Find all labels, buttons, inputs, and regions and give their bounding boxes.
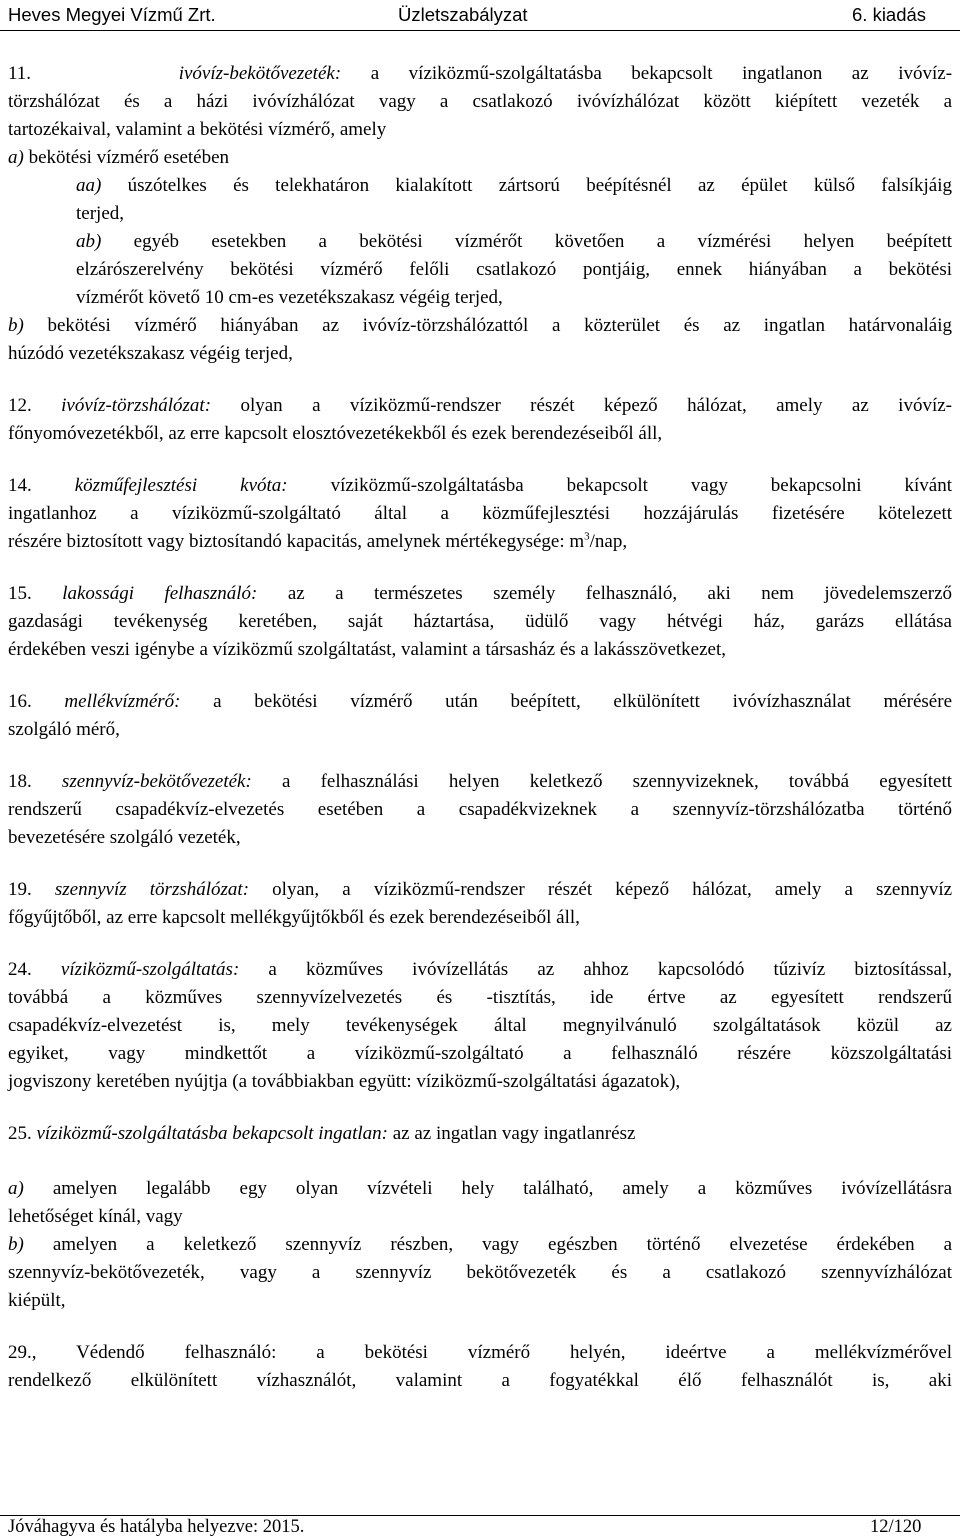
header-document-title: Üzletszabályzat <box>398 4 528 25</box>
definition-29 <box>8 1339 952 1395</box>
text-line: húzódó vezetékszakasz végéig terjed, <box>8 343 293 364</box>
text-line: tartozékaival, valamint a bekötési vízmérő, amely <box>8 119 387 140</box>
text-line: jogviszony keretében nyújtja (a továbbiakban együtt: víziközmű-szolgáltatási ágazatok), <box>8 1071 681 1092</box>
text-line: továbbá a közműves szennyvízelvezetés és -tisztítás, ide értve az egyesített rendszerű <box>8 987 952 1008</box>
text-line: részére biztosított vagy biztosítandó kapacitás, amelynek mértékegysége: $m^3$/nap, <box>8 530 628 552</box>
document-body <box>8 60 952 1395</box>
term: ivóvíz-bekötővezeték: <box>178 63 342 84</box>
text-line: lehetőséget kínál, vagy <box>8 1206 183 1227</box>
term: lakossági felhasználó: <box>62 583 258 604</box>
page-footer <box>0 1515 960 1540</box>
text-line: szennyvíz-bekötővezeték, vagy a szennyvíz bekötővezeték és a csatlakozó szennyvízhálózat <box>8 1262 952 1283</box>
text-line: érdekében veszi igénybe a víziközmű szolgáltatást, valamint a társasház és a lakásszövetkezet, <box>8 639 727 660</box>
term: szennyvíz-bekötővezeték: <box>61 771 252 792</box>
term: víziközmű-szolgáltatás: <box>60 959 240 980</box>
definition-11 <box>8 60 952 368</box>
definition-19 <box>8 876 952 932</box>
text-line: egyiket, vagy mindkettőt a víziközmű-szolgáltató a felhasználó részére közszolgáltatási <box>8 1043 952 1064</box>
text-line: a) amelyen legalább egy olyan vízvételi hely található, amely a közműves ivóvízellátásra <box>8 1178 953 1199</box>
text-line: rendelkező elkülönített vízhasználót, valamint a fogyatékkal élő felhasználót is, aki <box>8 1370 952 1391</box>
text-line: 12. ivóvíz-törzshálózat: olyan a víziközmű-rendszer részét képező hálózat, amely az ivóvíz- <box>8 395 953 416</box>
text-line: kiépült, <box>8 1290 66 1311</box>
text-line: aa) úszótelkes és telekhatáron kialakított zártsorú beépítésnél az épület külső falsíkjáig <box>76 175 952 196</box>
list-marker: ab) <box>76 231 102 252</box>
header-company: Heves Megyei Vízmű Zrt. <box>8 4 216 25</box>
definition-24 <box>8 956 952 1096</box>
text-line: szolgáló mérő, <box>8 719 120 740</box>
text-line: a) bekötési vízmérő esetében <box>8 147 230 168</box>
text-line: 19. szennyvíz törzshálózat: olyan, a víziközmű-rendszer részét képező hálózat, amely a szennyvíz <box>8 879 953 900</box>
page-header <box>0 0 960 31</box>
footer-approval: Jóváhagyva és hatályba helyezve: 2015. <box>8 1517 305 1537</box>
text-line: 16. mellékvízmérő: a bekötési vízmérő után beépített, elkülönített ivóvízhasználat mérésére <box>8 691 952 712</box>
text-line: vízmérőt követő 10 cm-es vezetékszakasz végéig terjed, <box>76 287 503 308</box>
term: mellékvízmérő: <box>64 691 181 712</box>
term: víziközmű-szolgáltatásba bekapcsolt ingatlan: <box>36 1123 388 1144</box>
text-line: rendszerű csapadékvíz-elvezetés esetében a csapadékvizeknek a szennyvíz-törzshálózatba történő <box>8 799 952 820</box>
text-line: 24. víziközmű-szolgáltatás: a közműves ivóvízellátás az ahhoz kapcsolódó tűzivíz biztosítással, <box>8 959 952 980</box>
list-marker: a) <box>8 147 24 168</box>
text-line: ingatlanhoz a víziközmű-szolgáltató által a közműfejlesztési hozzájárulás fizetésére kötelezett <box>8 503 952 524</box>
text-line: ab) egyéb esetekben a bekötési vízmérőt követően a vízmérési helyen beépített <box>76 231 952 252</box>
text-line: 14. közműfejlesztési kvóta: víziközmű-szolgáltatásba bekapcsolt vagy bekapcsolni kívánt <box>8 475 953 496</box>
text-line: terjed, <box>76 203 125 224</box>
list-marker: b) <box>8 1234 24 1255</box>
text-line: főnyomóvezetékből, az erre kapcsolt elosztóvezetékekből és ezek berendezéseiből áll, <box>8 423 663 444</box>
text-line: főgyűjtőből, az erre kapcsolt mellékgyűjtőkből és ezek berendezéseiből áll, <box>8 907 580 928</box>
text-line: b) amelyen a keletkező szennyvíz részben, vagy egészben történő elvezetése érdekében a <box>8 1234 953 1255</box>
text-line: gazdasági tevékenység keretében, saját háztartása, üdülő vagy hétvégi ház, garázs ellátása <box>8 611 952 632</box>
header-edition: 6. kiadás <box>852 4 927 25</box>
definition-16 <box>8 688 952 744</box>
definition-18 <box>8 768 952 852</box>
term: ivóvíz-törzshálózat: <box>61 395 212 416</box>
text-line: 15. lakossági felhasználó: az a természetes személy felhasználó, aki nem jövedelemszerző <box>8 583 953 604</box>
term: közműfejlesztési kvóta: <box>74 475 288 496</box>
term: szennyvíz törzshálózat: <box>54 879 250 900</box>
text-line: elzárószerelvény bekötési vízmérő felőli csatlakozó pontjáig, ennek hiányában a bekötési <box>76 259 952 280</box>
text-line: bevezetésére szolgáló vezeték, <box>8 827 241 848</box>
text-line: 25. víziközmű-szolgáltatásba bekapcsolt ingatlan: az az ingatlan vagy ingatlanrész <box>8 1123 636 1144</box>
list-marker: b) <box>8 315 24 336</box>
list-marker: aa) <box>76 175 102 196</box>
definition-12 <box>8 392 952 448</box>
text-line: törzshálózat és a házi ivóvízhálózat vagy a csatlakozó ivóvízhálózat között kiépített vezeték a <box>8 91 952 112</box>
definition-15 <box>8 580 952 664</box>
list-marker: a) <box>8 1178 24 1199</box>
definition-25 <box>8 1120 952 1315</box>
page-number: 12/120 <box>870 1517 922 1537</box>
text-line: csapadékvíz-elvezetést is, mely tevékenységek által megnyilvánuló szolgáltatások közül az <box>8 1015 952 1036</box>
text-line: 11. ivóvíz-bekötővezeték: a víziközmű-szolgáltatásba bekapcsolt ingatlanon az ivóvíz- <box>8 63 953 84</box>
text-line: 18. szennyvíz-bekötővezeték: a felhasználási helyen keletkező szennyvizeknek, továbbá egyesített <box>8 771 953 792</box>
definition-14 <box>8 472 952 556</box>
text-line: b) bekötési vízmérő hiányában az ivóvíz-törzshálózattól a közterület és az ingatlan határvonaláig <box>8 315 953 336</box>
text-line: 29., Védendő felhasználó: a bekötési vízmérő helyén, ideértve a mellékvízmérővel <box>8 1342 952 1363</box>
